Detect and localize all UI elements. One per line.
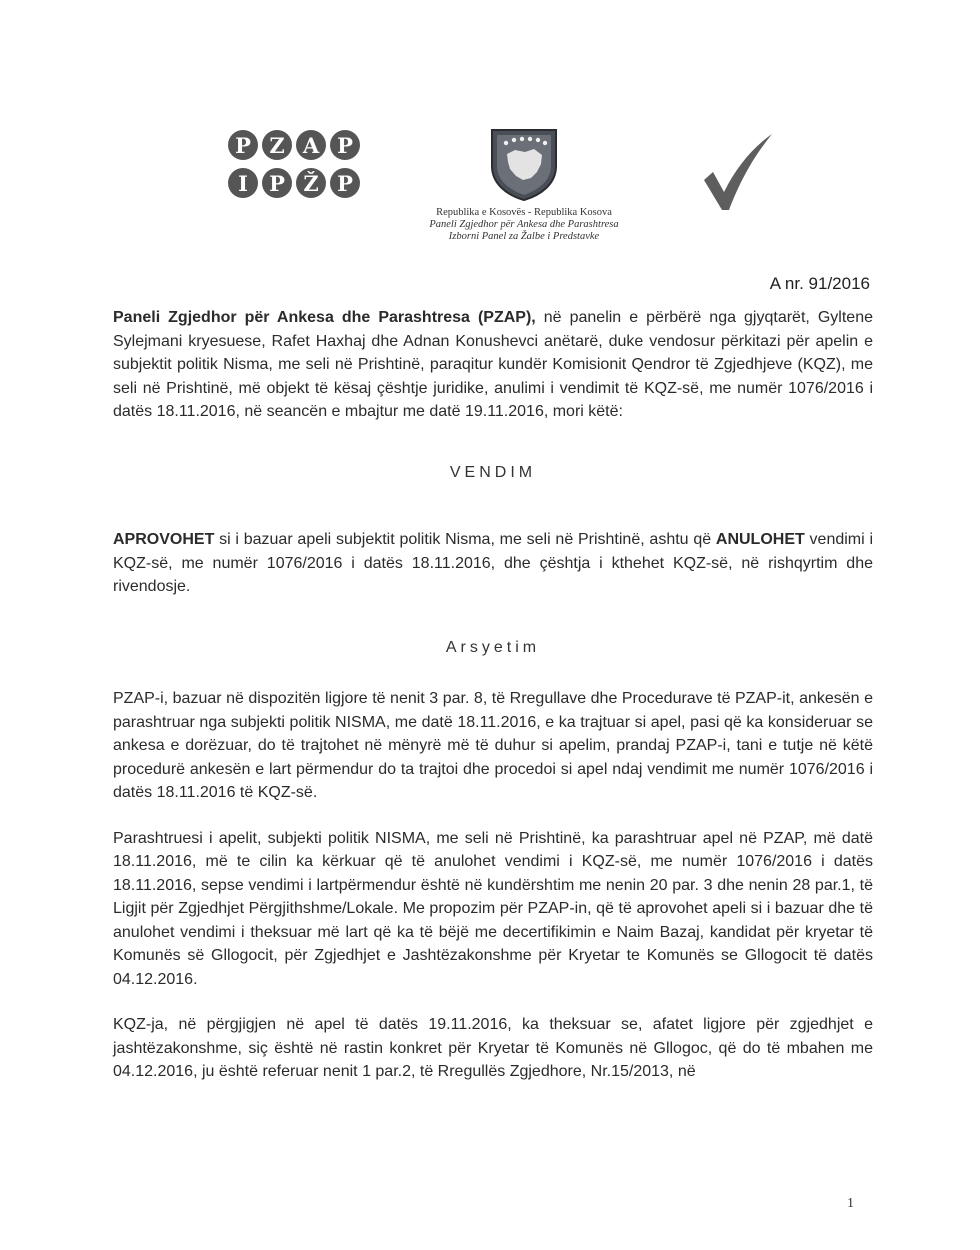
- reasoning-paragraph: KQZ-ja, në përgjigjen në apel të datës 19.11.2016, ka theksuar se, afatet ligjore për zgjedhjet e jashtëzakonshme, siç është në rastin konkret për Kryetar të Komunës në Gllogoc, që do të mbahen me 04.12.2016, ju është referuar nenit 1 par.2, të Rregullës Zgjedhore, Nr.15/2013, në: [113, 1016, 873, 1080]
- emblem-caption-line: Izborni Panel za Žalbe i Predstavke: [448, 231, 600, 242]
- emblem-caption-line: Republika e Kosovës - Republika Kosova: [436, 207, 612, 218]
- decision-text: vendimi i KQZ-së, me numër 1076/2016 i datës 18.11.2016, dhe çështja i kthehet KQZ-së, në rishqyrtim dhe rivendosje.: [113, 531, 873, 595]
- logo-letter: A: [296, 130, 326, 160]
- case-number: A nr. 91/2016: [769, 274, 870, 293]
- intro-text: në panelin e përbërë nga gjyqtarët, Gyltene Sylejmani kryesuese, Rafet Haxhaj dhe Adnan Konushevci anëtarë, duke vendosur përkitazi për apelin e subjektit politik Nisma, me seli në Prishtinë, paraqitur kundër Komisionit Qendror të Zgjedhjeve (KQZ), me seli në Prishtinë, më objekt të kësaj çështje juridike, anulimi i vendimit të KQZ-së, me numër 1076/2016 i datës 18.11.2016, në seancën e mbajtur me datë 19.11.2016, mori këtë:: [113, 309, 873, 420]
- kosovo-emblem-icon: [487, 126, 561, 202]
- vendim-heading: VENDIM: [449, 463, 537, 481]
- arsyetim-heading: Arsyetim: [445, 638, 541, 656]
- decision-paragraph: [113, 528, 873, 599]
- pzap-logo-icon: [228, 130, 368, 206]
- logo-row-bottom: [228, 168, 368, 198]
- logo-letter: I: [228, 168, 258, 198]
- document-body: [113, 306, 873, 1084]
- logo-letter: Z: [262, 130, 292, 160]
- logo-row-top: [228, 130, 368, 160]
- checkmark-icon: [702, 132, 774, 212]
- logo-letter: Ž: [296, 168, 326, 198]
- approve-keyword: APROVOHET: [113, 531, 215, 548]
- panel-title: Paneli Zgjedhor për Ankesa dhe Parashtresa (PZAP),: [113, 309, 536, 326]
- logo-letter: P: [330, 130, 360, 160]
- reasoning-paragraph: Parashtruesi i apelit, subjekti politik NISMA, me seli në Prishtinë, ka parashtruar apel në PZAP, më datë 18.11.2016, më te cilin ka kërkuar që të anulohet vendimi i KQZ-së, me numër 1076/2016 i datës 18.11.2016, sepse vendimi i lartpërmendur është në kundërshtim me nenin 20 par. 3 dhe nenin 28 par.1, të Ligjit për Zgjedhjet Përgjithshme/Lokale. Me propozim për PZAP-in, që të aprovohet apeli si i bazuar dhe të anulohet vendimi i theksuar më lart që ka të bëjë me decertifikimin e Naim Bazaj, kandidat për kryetar të Komunës së Gllogocit, për Zgjedhjet e Jashtëzakonshme për Kryetar te Komunës se Gllogocit të datës 04.12.2016.: [113, 829, 873, 988]
- page-number: 1: [847, 1196, 854, 1211]
- logo-letter: P: [228, 130, 258, 160]
- decision-text: si i bazuar apeli subjektit politik Nisma, me seli në Prishtinë, ashtu që: [214, 531, 716, 548]
- intro-paragraph: [113, 306, 873, 424]
- annul-keyword: ANULOHET: [715, 531, 805, 548]
- reasoning-paragraph: PZAP-i, bazuar në dispozitën ligjore të nenit 3 par. 8, të Rregullave dhe Procedurave të PZAP-it, ankesën e parashtruar nga subjekti politik NISMA, me datë 18.11.2016, e ka trajtuar si apel, pasi që ka konsideruar se ankesa e dorëzuar, do të trajtohet në mënyrë më të duhur si apelim, prandaj PZAP-i, tani e tutje në këtë procedurë ankesën e lart përmendur do ta trajtoi dhe procedoi si apel ndaj vendimit me numër 1076/2016 i datës 18.11.2016 të KQZ-së.: [113, 690, 873, 801]
- emblem-caption-line: Paneli Zgjedhor për Ankesa dhe Parashtresa: [429, 219, 619, 230]
- logo-letter: P: [330, 168, 360, 198]
- emblem-caption: [398, 207, 650, 243]
- logo-letter: P: [262, 168, 292, 198]
